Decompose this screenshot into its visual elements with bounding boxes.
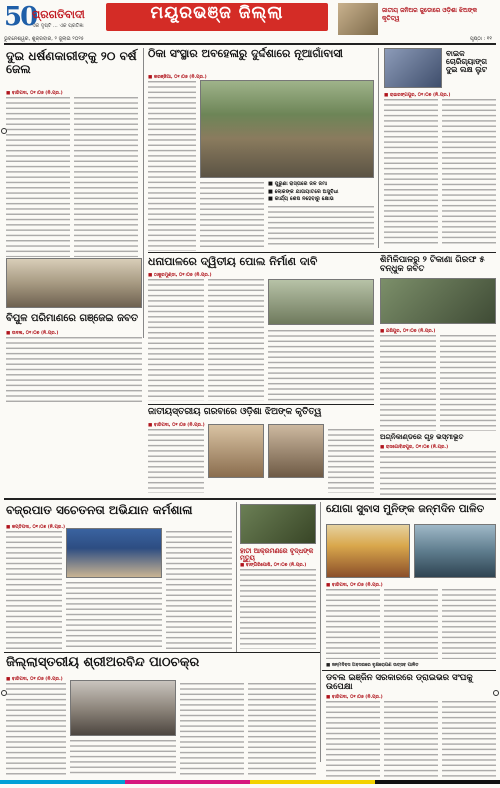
column-rule bbox=[320, 502, 321, 762]
birthday-photo[interactable] bbox=[326, 524, 410, 578]
article-byline: ■ ବାରିପଦା, ୦୧।୦୭ (ନି.ପ୍ର.) bbox=[6, 91, 63, 96]
teaser-photo bbox=[338, 3, 378, 35]
article-body bbox=[384, 701, 438, 777]
district-banner bbox=[106, 3, 328, 31]
article-body bbox=[180, 683, 244, 777]
column-rule bbox=[143, 48, 144, 338]
elephant-photo[interactable] bbox=[240, 504, 316, 544]
article-body bbox=[440, 335, 496, 431]
arrest-photo[interactable] bbox=[380, 278, 496, 324]
dateline: ଭୁବନେଶ୍ୱର, ଶୁକ୍ରବାର, ୨ ଜୁଲାଇ ୨୦୨୫ bbox=[4, 36, 84, 42]
article-byline: ■ ବାରିପଦା, ୦୧।୦୭ (ନି.ପ୍ର.) bbox=[326, 583, 383, 588]
article-headline[interactable]: ଶିମିଳିପାଳରୁ ୨ ଟିକାଣା ଗିରଫ ୫ ବନ୍ଧୁକ ଜବତ bbox=[380, 255, 485, 274]
article-body bbox=[442, 99, 496, 247]
article-headline[interactable]: ଅଗ୍ନିକାଣ୍ଡରେ ଗୃହ ଭସ୍ମୀଭୂତ bbox=[380, 433, 464, 441]
article-body bbox=[268, 206, 374, 248]
athlete-photo[interactable] bbox=[268, 424, 324, 478]
article-body bbox=[248, 683, 316, 777]
article-body bbox=[326, 589, 380, 659]
bullet-item: ■ ପୁରୁଣା ରାସ୍ତାରେ ଜଳ ଜମା bbox=[268, 181, 328, 187]
article-body bbox=[328, 429, 374, 493]
article-headline[interactable]: ବଜ୍ରପାତ ସଚେତନତା ଅଭିଯାନ କର୍ମଶାଳା bbox=[6, 503, 193, 517]
article-body bbox=[66, 582, 162, 648]
masthead bbox=[0, 0, 500, 40]
article-byline: ■ କରଞ୍ଜିଆ, ୦୧।୦୭ (ନି.ପ୍ର.) bbox=[148, 75, 207, 80]
bullet-item: ■ କାର୍ଯ୍ୟ ଶେଷ ନହେବାରୁ କ୍ଷୋଭ bbox=[268, 196, 334, 202]
article-body bbox=[70, 740, 176, 776]
article-body bbox=[380, 451, 496, 495]
article-headline[interactable]: ଠିକା ସଂସ୍ଥାର ଅବହେଳାରୁ ଦୁର୍ଦ୍ଦଶାରେ ନୂଆଗାଁବାସୀ bbox=[148, 47, 343, 60]
plantation-photo[interactable] bbox=[414, 524, 496, 578]
section-rule bbox=[4, 652, 320, 653]
article-body bbox=[6, 337, 142, 403]
seminar-photo[interactable] bbox=[70, 680, 176, 736]
newspaper-logo[interactable] bbox=[4, 2, 102, 38]
workshop-photo[interactable] bbox=[66, 528, 162, 578]
article-body bbox=[442, 701, 496, 777]
article-byline: ■ ଉଦଳା, ୦୧।୦୭ (ନି.ପ୍ର.) bbox=[6, 331, 59, 336]
page-number: ପୃଷ୍ଠା : ୧୧ bbox=[470, 36, 492, 42]
column-rule bbox=[236, 502, 237, 652]
article-body bbox=[6, 683, 66, 777]
article-body bbox=[148, 279, 204, 401]
section-rule bbox=[148, 252, 496, 253]
teaser-text: ଜାତୀୟ ଜନିଅର ଜୁଡୋରେ ଓଡ଼ିଶା ଝିଅଙ୍କ କୃତିତ୍ୱ bbox=[382, 7, 478, 22]
article-headline[interactable]: ଦୁଇ ଧର୍ଷଣକାରୀଙ୍କୁ ୨୦ ବର୍ଷ ଜେଲ bbox=[6, 49, 137, 76]
column-rule bbox=[378, 48, 379, 248]
top-teaser[interactable] bbox=[338, 3, 496, 35]
article-headline[interactable]: ହାତୀ ଆକ୍ରମଣରେ ବୃଦ୍ଧଙ୍କ ମୃତ୍ୟୁ bbox=[240, 547, 314, 562]
article-bullets bbox=[268, 181, 376, 204]
district-title: ମୟୂରଭଞ୍ଜ ଜିଲ୍ଲା bbox=[150, 3, 284, 23]
article-byline: ■ ବାରିପଦା, ୦୧।୦୭ (ନି.ପ୍ର.) bbox=[326, 695, 383, 700]
article-body bbox=[442, 589, 496, 659]
article-body bbox=[268, 330, 374, 402]
accused-photo[interactable] bbox=[384, 48, 442, 88]
color-bar bbox=[0, 780, 500, 784]
article-byline: ■ ରାସଗୋବିନ୍ଦପୁର, ୦୧।୦୭ (ନି.ପ୍ର.) bbox=[380, 445, 449, 450]
athlete-photo[interactable] bbox=[208, 424, 264, 478]
article-body bbox=[384, 99, 438, 247]
section-rule bbox=[148, 404, 374, 405]
article-body bbox=[148, 81, 196, 251]
article-body bbox=[6, 97, 70, 257]
logo-tagline: ଏକ ଦୃଷ୍ଟି ... ଏକ ପ୍ରତିଜ୍ଞା bbox=[32, 23, 84, 29]
article-body bbox=[240, 569, 316, 649]
article-headline[interactable]: ଡବଲ ଇଞ୍ଜିନ ସରକାରରେ ଡ୍ରାଇଭର ସଂଘକୁ ଉପେକ୍ଷା bbox=[326, 673, 473, 692]
article-byline: ■ ଯଶିପୁର, ୦୧।୦୭ (ନି.ପ୍ର.) bbox=[380, 329, 436, 334]
logo-fifty-mark: 50 bbox=[4, 2, 37, 32]
article-byline: ■ ଠାକୁରମୁଣ୍ଡା, ୦୧।୦୭ (ନି.ପ୍ର.) bbox=[148, 273, 212, 278]
article-byline: ■ ରାଇରଙ୍ଗପୁର, ୦୧।୦୭ (ନି.ପ୍ର.) bbox=[384, 93, 451, 98]
logo-name: ପ୍ରଗତିବାଦୀ bbox=[32, 8, 85, 21]
article-headline[interactable]: ଧନାପାଳରେ ଦ୍ୱିତୀୟ ପୋଲ ନିର୍ମାଣ ଦାବି bbox=[148, 255, 318, 268]
section-rule bbox=[322, 670, 496, 671]
article-byline: ■ ବାଙ୍ଗିରିପୋଷି, ୦୧।୦୭ (ନି.ପ୍ର.) bbox=[240, 563, 307, 568]
bridge-photo[interactable] bbox=[268, 279, 374, 325]
article-headline[interactable]: ବାଇକ ଚୋରିଗ୍ୟାଙ୍ଗ ଦୁଇ ଲକ୍ଷ ଲୁଟ bbox=[446, 49, 488, 74]
article-headline[interactable]: ଜିଲ୍ଲାସ୍ତରୀୟ ଶ୍ରୀଅରବିନ୍ଦ ପାଠଚକ୍ର bbox=[6, 655, 200, 670]
article-body bbox=[326, 701, 380, 777]
article-headline[interactable]: ଜାତୀୟସ୍ତରୀୟ ଗରବାରେ ଓଡ଼ିଶା ଝିଅଙ୍କ କୃତିତ୍ୱ bbox=[148, 407, 322, 417]
article-byline: ■ ବାରିପଦା, ୦୧।୦୭ (ନି.ପ୍ର.) bbox=[6, 677, 63, 682]
masthead-rule bbox=[4, 43, 496, 45]
article-body bbox=[208, 279, 264, 401]
road-photo[interactable] bbox=[200, 80, 374, 178]
article-body bbox=[74, 97, 138, 257]
footnote: ■ ଜନ୍ମଦିବସ ଅବସରରେ ବୃକ୍ଷରୋପଣ ଉତ୍ସବ ପାଳିତ bbox=[326, 663, 419, 668]
article-body bbox=[384, 589, 438, 659]
article-byline: ■ ବାରିପଦା, ୦୧।୦୭ (ନି.ପ୍ର.) bbox=[148, 423, 205, 428]
seizure-photo[interactable] bbox=[6, 258, 142, 308]
article-body bbox=[200, 182, 264, 248]
article-body bbox=[380, 335, 436, 431]
section-rule bbox=[4, 498, 496, 500]
article-byline: ■ କପ୍ତିପଦା, ୦୧।୦୭ (ନି.ପ୍ର.) bbox=[6, 525, 66, 530]
article-body bbox=[148, 429, 204, 493]
article-body bbox=[6, 531, 62, 649]
article-headline[interactable]: ବିପୁଳ ପରିମାଣରେ ଗଞ୍ଜେଇ ଜବତ bbox=[6, 313, 138, 324]
article-headline[interactable]: ଯୋଗା ସୁବାସ ମୁନିଙ୍କ ଜନ୍ମଦିନ ପାଳିତ bbox=[326, 503, 485, 515]
bullet-item: ■ ଲୋକଙ୍କ ଯାତାୟାତରେ ଅସୁବିଧା bbox=[268, 188, 339, 195]
article-body bbox=[166, 531, 232, 649]
